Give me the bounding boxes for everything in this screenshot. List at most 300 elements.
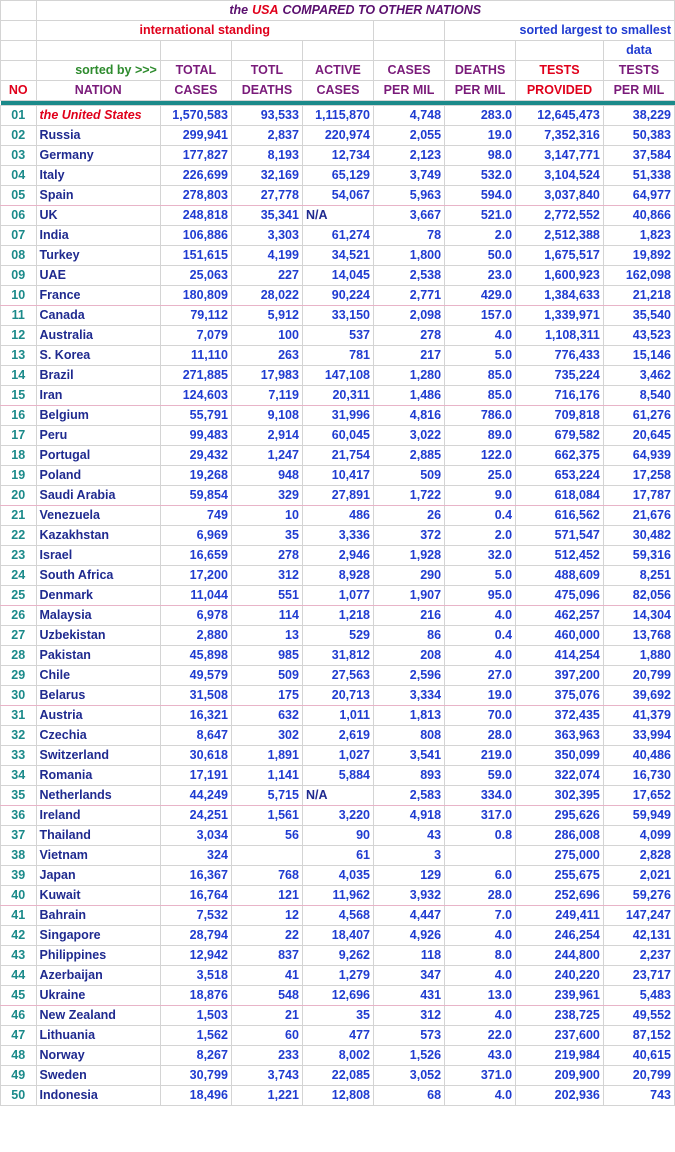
nation-cell[interactable]: Saudi Arabia bbox=[36, 486, 160, 506]
rank-cell[interactable]: 23 bbox=[1, 546, 37, 566]
tests-provided-cell[interactable]: 202,936 bbox=[516, 1086, 604, 1106]
tests-provided-cell[interactable]: 240,220 bbox=[516, 966, 604, 986]
tests-per-mil-cell[interactable]: 14,304 bbox=[603, 606, 674, 626]
cases-per-mil-cell[interactable]: 129 bbox=[374, 866, 445, 886]
tests-per-mil-cell[interactable]: 43,523 bbox=[603, 326, 674, 346]
rank-cell[interactable]: 33 bbox=[1, 746, 37, 766]
empty-cell[interactable] bbox=[374, 21, 445, 41]
nation-cell[interactable]: France bbox=[36, 286, 160, 306]
nation-cell[interactable]: Uzbekistan bbox=[36, 626, 160, 646]
tests-provided-cell[interactable]: 322,074 bbox=[516, 766, 604, 786]
tests-provided-cell[interactable]: 3,147,771 bbox=[516, 146, 604, 166]
total-deaths-cell[interactable]: 35 bbox=[231, 526, 302, 546]
active-cases-cell[interactable]: 3,336 bbox=[302, 526, 373, 546]
total-cases-cell[interactable]: 7,532 bbox=[160, 906, 231, 926]
nation-cell[interactable]: Italy bbox=[36, 166, 160, 186]
cases-per-mil-cell[interactable]: 3 bbox=[374, 846, 445, 866]
total-deaths-cell[interactable]: 985 bbox=[231, 646, 302, 666]
tests-provided-cell[interactable]: 302,395 bbox=[516, 786, 604, 806]
nation-cell[interactable]: South Africa bbox=[36, 566, 160, 586]
tests-provided-cell[interactable]: 653,224 bbox=[516, 466, 604, 486]
deaths-per-mil-cell[interactable]: 371.0 bbox=[445, 1066, 516, 1086]
nation-cell[interactable]: Malaysia bbox=[36, 606, 160, 626]
total-cases-cell[interactable]: 271,885 bbox=[160, 366, 231, 386]
deaths-per-mil-cell[interactable]: 32.0 bbox=[445, 546, 516, 566]
active-cases-cell[interactable]: 31,996 bbox=[302, 406, 373, 426]
nation-cell[interactable]: the United States bbox=[36, 106, 160, 126]
empty-cell[interactable] bbox=[1, 21, 37, 41]
rank-cell[interactable]: 14 bbox=[1, 366, 37, 386]
deaths-per-mil-cell[interactable]: 89.0 bbox=[445, 426, 516, 446]
deaths-per-mil-cell[interactable]: 157.0 bbox=[445, 306, 516, 326]
cases-per-mil-cell[interactable]: 3,541 bbox=[374, 746, 445, 766]
nation-cell[interactable]: India bbox=[36, 226, 160, 246]
deaths-per-mil-cell[interactable]: 532.0 bbox=[445, 166, 516, 186]
active-cases-cell[interactable]: 1,218 bbox=[302, 606, 373, 626]
empty-cell[interactable] bbox=[445, 41, 516, 61]
cases-per-mil-cell[interactable]: 1,486 bbox=[374, 386, 445, 406]
nation-cell[interactable]: Germany bbox=[36, 146, 160, 166]
tests-per-mil-cell[interactable]: 20,799 bbox=[603, 1066, 674, 1086]
total-deaths-cell[interactable] bbox=[231, 846, 302, 866]
total-cases-cell[interactable]: 16,321 bbox=[160, 706, 231, 726]
deaths-per-mil-cell[interactable]: 429.0 bbox=[445, 286, 516, 306]
total-cases-cell[interactable]: 749 bbox=[160, 506, 231, 526]
empty-cell[interactable] bbox=[516, 41, 604, 61]
cases-per-mil-cell[interactable]: 26 bbox=[374, 506, 445, 526]
tests-per-mil-cell[interactable]: 20,799 bbox=[603, 666, 674, 686]
nation-cell[interactable]: Bahrain bbox=[36, 906, 160, 926]
tests-per-mil-cell[interactable]: 51,338 bbox=[603, 166, 674, 186]
deaths-per-mil-cell[interactable]: 98.0 bbox=[445, 146, 516, 166]
nation-cell[interactable]: Venezuela bbox=[36, 506, 160, 526]
deaths-per-mil-cell[interactable]: 4.0 bbox=[445, 926, 516, 946]
rank-cell[interactable]: 47 bbox=[1, 1026, 37, 1046]
total-deaths-cell[interactable]: 312 bbox=[231, 566, 302, 586]
cases-per-mil-cell[interactable]: 1,813 bbox=[374, 706, 445, 726]
nation-cell[interactable]: Singapore bbox=[36, 926, 160, 946]
tests-per-mil-cell[interactable]: 39,692 bbox=[603, 686, 674, 706]
total-deaths-cell[interactable]: 121 bbox=[231, 886, 302, 906]
nation-cell[interactable]: Sweden bbox=[36, 1066, 160, 1086]
total-deaths-cell[interactable]: 35,341 bbox=[231, 206, 302, 226]
active-cases-cell[interactable]: 1,077 bbox=[302, 586, 373, 606]
total-cases-cell[interactable]: 278,803 bbox=[160, 186, 231, 206]
total-cases-cell[interactable]: 55,791 bbox=[160, 406, 231, 426]
nation-cell[interactable]: Azerbaijan bbox=[36, 966, 160, 986]
active-cases-cell[interactable]: 20,311 bbox=[302, 386, 373, 406]
active-cases-cell[interactable]: 11,962 bbox=[302, 886, 373, 906]
total-cases-cell[interactable]: 3,518 bbox=[160, 966, 231, 986]
total-cases-cell[interactable]: 3,034 bbox=[160, 826, 231, 846]
tests-provided-cell[interactable]: 252,696 bbox=[516, 886, 604, 906]
total-cases-cell[interactable]: 25,063 bbox=[160, 266, 231, 286]
nation-cell[interactable]: Thailand bbox=[36, 826, 160, 846]
tests-provided-cell[interactable]: 244,800 bbox=[516, 946, 604, 966]
tests-provided-cell[interactable]: 571,547 bbox=[516, 526, 604, 546]
total-deaths-cell[interactable]: 2,837 bbox=[231, 126, 302, 146]
tests-provided-cell[interactable]: 372,435 bbox=[516, 706, 604, 726]
rank-cell[interactable]: 28 bbox=[1, 646, 37, 666]
total-cases-cell[interactable]: 12,942 bbox=[160, 946, 231, 966]
total-cases-cell[interactable]: 106,886 bbox=[160, 226, 231, 246]
active-cases-cell[interactable]: 4,568 bbox=[302, 906, 373, 926]
tests-per-mil-cell[interactable]: 82,056 bbox=[603, 586, 674, 606]
tests-provided-cell[interactable]: 239,961 bbox=[516, 986, 604, 1006]
cases-per-mil-cell[interactable]: 216 bbox=[374, 606, 445, 626]
tests-per-mil-cell[interactable]: 59,949 bbox=[603, 806, 674, 826]
nation-cell[interactable]: Denmark bbox=[36, 586, 160, 606]
deaths-per-mil-cell[interactable]: 4.0 bbox=[445, 326, 516, 346]
cases-per-mil-cell[interactable]: 4,926 bbox=[374, 926, 445, 946]
rank-cell[interactable]: 06 bbox=[1, 206, 37, 226]
rank-cell[interactable]: 37 bbox=[1, 826, 37, 846]
tests-provided-cell[interactable]: 295,626 bbox=[516, 806, 604, 826]
tests-per-mil-cell[interactable]: 87,152 bbox=[603, 1026, 674, 1046]
total-deaths-cell[interactable]: 1,561 bbox=[231, 806, 302, 826]
deaths-per-mil-cell[interactable]: 85.0 bbox=[445, 386, 516, 406]
total-cases-cell[interactable]: 44,249 bbox=[160, 786, 231, 806]
tests-per-mil-cell[interactable]: 1,880 bbox=[603, 646, 674, 666]
deaths-per-mil-cell[interactable]: 70.0 bbox=[445, 706, 516, 726]
total-cases-cell[interactable]: 18,496 bbox=[160, 1086, 231, 1106]
total-cases-cell[interactable]: 16,659 bbox=[160, 546, 231, 566]
nation-cell[interactable]: Pakistan bbox=[36, 646, 160, 666]
cases-per-mil-cell[interactable]: 3,022 bbox=[374, 426, 445, 446]
tests-per-mil-cell[interactable]: 2,828 bbox=[603, 846, 674, 866]
active-cases-cell[interactable]: 2,946 bbox=[302, 546, 373, 566]
empty-cell[interactable] bbox=[1, 41, 37, 61]
rank-cell[interactable]: 03 bbox=[1, 146, 37, 166]
active-cases-cell[interactable]: 90,224 bbox=[302, 286, 373, 306]
tests-provided-cell[interactable]: 512,452 bbox=[516, 546, 604, 566]
cases-per-mil-cell[interactable]: 347 bbox=[374, 966, 445, 986]
deaths-per-mil-cell[interactable]: 4.0 bbox=[445, 606, 516, 626]
active-cases-cell[interactable]: 486 bbox=[302, 506, 373, 526]
cases-per-mil-cell[interactable]: 1,722 bbox=[374, 486, 445, 506]
deaths-per-mil-cell[interactable]: 2.0 bbox=[445, 226, 516, 246]
deaths-per-mil-cell[interactable]: 0.4 bbox=[445, 626, 516, 646]
tests-provided-cell[interactable]: 616,562 bbox=[516, 506, 604, 526]
rank-cell[interactable]: 24 bbox=[1, 566, 37, 586]
deaths-per-mil-cell[interactable]: 9.0 bbox=[445, 486, 516, 506]
active-cases-cell[interactable]: 10,417 bbox=[302, 466, 373, 486]
nation-cell[interactable]: Iran bbox=[36, 386, 160, 406]
total-deaths-cell[interactable]: 278 bbox=[231, 546, 302, 566]
active-cases-cell[interactable]: 22,085 bbox=[302, 1066, 373, 1086]
total-cases-cell[interactable]: 17,200 bbox=[160, 566, 231, 586]
tests-per-mil-cell[interactable]: 4,099 bbox=[603, 826, 674, 846]
rank-cell[interactable]: 01 bbox=[1, 106, 37, 126]
nation-cell[interactable]: Australia bbox=[36, 326, 160, 346]
total-deaths-cell[interactable]: 175 bbox=[231, 686, 302, 706]
active-cases-cell[interactable]: 18,407 bbox=[302, 926, 373, 946]
tests-per-mil-cell[interactable]: 5,483 bbox=[603, 986, 674, 1006]
deaths-per-mil-cell[interactable]: 22.0 bbox=[445, 1026, 516, 1046]
rank-cell[interactable]: 05 bbox=[1, 186, 37, 206]
tests-provided-cell[interactable]: 716,176 bbox=[516, 386, 604, 406]
total-cases-cell[interactable]: 16,367 bbox=[160, 866, 231, 886]
rank-cell[interactable]: 31 bbox=[1, 706, 37, 726]
rank-cell[interactable]: 42 bbox=[1, 926, 37, 946]
deaths-per-mil-cell[interactable]: 59.0 bbox=[445, 766, 516, 786]
tests-provided-cell[interactable]: 1,384,633 bbox=[516, 286, 604, 306]
rank-cell[interactable]: 29 bbox=[1, 666, 37, 686]
total-cases-cell[interactable]: 24,251 bbox=[160, 806, 231, 826]
cases-per-mil-cell[interactable]: 312 bbox=[374, 1006, 445, 1026]
total-deaths-cell[interactable]: 17,983 bbox=[231, 366, 302, 386]
total-deaths-cell[interactable]: 22 bbox=[231, 926, 302, 946]
tests-per-mil-cell[interactable]: 40,866 bbox=[603, 206, 674, 226]
nation-cell[interactable]: Japan bbox=[36, 866, 160, 886]
nation-cell[interactable]: S. Korea bbox=[36, 346, 160, 366]
cases-per-mil-cell[interactable]: 2,596 bbox=[374, 666, 445, 686]
active-cases-cell[interactable]: 12,808 bbox=[302, 1086, 373, 1106]
cases-per-mil-cell[interactable]: 78 bbox=[374, 226, 445, 246]
tests-provided-cell[interactable]: 2,512,388 bbox=[516, 226, 604, 246]
cases-per-mil-cell[interactable]: 118 bbox=[374, 946, 445, 966]
deaths-per-mil-cell[interactable]: 594.0 bbox=[445, 186, 516, 206]
total-deaths-cell[interactable]: 32,169 bbox=[231, 166, 302, 186]
tests-per-mil-cell[interactable]: 147,247 bbox=[603, 906, 674, 926]
active-cases-cell[interactable]: 477 bbox=[302, 1026, 373, 1046]
total-cases-cell[interactable]: 16,764 bbox=[160, 886, 231, 906]
tests-provided-cell[interactable]: 3,037,840 bbox=[516, 186, 604, 206]
tests-provided-cell[interactable]: 488,609 bbox=[516, 566, 604, 586]
deaths-per-mil-cell[interactable]: 50.0 bbox=[445, 246, 516, 266]
cases-per-mil-cell[interactable]: 4,816 bbox=[374, 406, 445, 426]
cases-per-mil-cell[interactable]: 3,667 bbox=[374, 206, 445, 226]
rank-cell[interactable]: 21 bbox=[1, 506, 37, 526]
active-cases-cell[interactable]: 20,713 bbox=[302, 686, 373, 706]
deaths-per-mil-cell[interactable]: 4.0 bbox=[445, 646, 516, 666]
active-cases-cell[interactable]: N/A bbox=[302, 786, 373, 806]
tests-provided-cell[interactable]: 1,339,971 bbox=[516, 306, 604, 326]
tests-per-mil-cell[interactable]: 38,229 bbox=[603, 106, 674, 126]
tests-per-mil-cell[interactable]: 61,276 bbox=[603, 406, 674, 426]
active-cases-cell[interactable]: 1,279 bbox=[302, 966, 373, 986]
cases-per-mil-cell[interactable]: 4,447 bbox=[374, 906, 445, 926]
tests-per-mil-cell[interactable]: 41,379 bbox=[603, 706, 674, 726]
total-cases-cell[interactable]: 8,267 bbox=[160, 1046, 231, 1066]
total-cases-cell[interactable]: 59,854 bbox=[160, 486, 231, 506]
total-cases-cell[interactable]: 11,110 bbox=[160, 346, 231, 366]
rank-cell[interactable]: 02 bbox=[1, 126, 37, 146]
active-cases-cell[interactable]: 61,274 bbox=[302, 226, 373, 246]
rank-cell[interactable]: 26 bbox=[1, 606, 37, 626]
total-deaths-cell[interactable]: 8,193 bbox=[231, 146, 302, 166]
active-cases-cell[interactable]: 12,734 bbox=[302, 146, 373, 166]
deaths-per-mil-cell[interactable]: 95.0 bbox=[445, 586, 516, 606]
tests-per-mil-cell[interactable]: 162,098 bbox=[603, 266, 674, 286]
total-deaths-cell[interactable]: 1,891 bbox=[231, 746, 302, 766]
active-cases-cell[interactable]: 1,011 bbox=[302, 706, 373, 726]
cases-per-mil-cell[interactable]: 2,055 bbox=[374, 126, 445, 146]
total-cases-cell[interactable]: 31,508 bbox=[160, 686, 231, 706]
active-cases-cell[interactable]: 14,045 bbox=[302, 266, 373, 286]
nation-cell[interactable]: New Zealand bbox=[36, 1006, 160, 1026]
deaths-per-mil-cell[interactable]: 0.8 bbox=[445, 826, 516, 846]
nation-cell[interactable]: Belarus bbox=[36, 686, 160, 706]
nation-cell[interactable]: Vietnam bbox=[36, 846, 160, 866]
tests-provided-cell[interactable]: 7,352,316 bbox=[516, 126, 604, 146]
deaths-per-mil-cell[interactable]: 219.0 bbox=[445, 746, 516, 766]
nation-cell[interactable]: Brazil bbox=[36, 366, 160, 386]
deaths-per-mil-cell[interactable]: 521.0 bbox=[445, 206, 516, 226]
tests-per-mil-cell[interactable]: 50,383 bbox=[603, 126, 674, 146]
tests-per-mil-cell[interactable]: 17,787 bbox=[603, 486, 674, 506]
tests-provided-cell[interactable]: 662,375 bbox=[516, 446, 604, 466]
total-cases-cell[interactable]: 11,044 bbox=[160, 586, 231, 606]
total-deaths-cell[interactable]: 13 bbox=[231, 626, 302, 646]
nation-cell[interactable]: UK bbox=[36, 206, 160, 226]
nation-cell[interactable]: UAE bbox=[36, 266, 160, 286]
active-cases-cell[interactable]: 3,220 bbox=[302, 806, 373, 826]
deaths-per-mil-cell[interactable]: 8.0 bbox=[445, 946, 516, 966]
rank-cell[interactable]: 16 bbox=[1, 406, 37, 426]
total-cases-cell[interactable]: 79,112 bbox=[160, 306, 231, 326]
nation-cell[interactable]: Romania bbox=[36, 766, 160, 786]
tests-provided-cell[interactable]: 255,675 bbox=[516, 866, 604, 886]
deaths-per-mil-cell[interactable]: 13.0 bbox=[445, 986, 516, 1006]
total-cases-cell[interactable]: 6,969 bbox=[160, 526, 231, 546]
cases-per-mil-cell[interactable]: 893 bbox=[374, 766, 445, 786]
cases-per-mil-cell[interactable]: 3,932 bbox=[374, 886, 445, 906]
active-cases-cell[interactable]: 21,754 bbox=[302, 446, 373, 466]
total-deaths-cell[interactable]: 632 bbox=[231, 706, 302, 726]
tests-per-mil-cell[interactable]: 49,552 bbox=[603, 1006, 674, 1026]
total-cases-cell[interactable]: 1,503 bbox=[160, 1006, 231, 1026]
rank-cell[interactable]: 38 bbox=[1, 846, 37, 866]
active-cases-cell[interactable]: 1,027 bbox=[302, 746, 373, 766]
cases-per-mil-cell[interactable]: 2,098 bbox=[374, 306, 445, 326]
cases-per-mil-cell[interactable]: 509 bbox=[374, 466, 445, 486]
tests-provided-cell[interactable]: 679,582 bbox=[516, 426, 604, 446]
total-cases-cell[interactable]: 6,978 bbox=[160, 606, 231, 626]
tests-provided-cell[interactable]: 275,000 bbox=[516, 846, 604, 866]
tests-per-mil-cell[interactable]: 16,730 bbox=[603, 766, 674, 786]
rank-cell[interactable]: 34 bbox=[1, 766, 37, 786]
nation-cell[interactable]: Switzerland bbox=[36, 746, 160, 766]
rank-cell[interactable]: 04 bbox=[1, 166, 37, 186]
cases-per-mil-cell[interactable]: 1,928 bbox=[374, 546, 445, 566]
nation-cell[interactable]: Netherlands bbox=[36, 786, 160, 806]
tests-provided-cell[interactable]: 246,254 bbox=[516, 926, 604, 946]
rank-cell[interactable]: 25 bbox=[1, 586, 37, 606]
cases-per-mil-cell[interactable]: 431 bbox=[374, 986, 445, 1006]
cases-per-mil-cell[interactable]: 1,907 bbox=[374, 586, 445, 606]
tests-provided-cell[interactable]: 414,254 bbox=[516, 646, 604, 666]
rank-cell[interactable]: 13 bbox=[1, 346, 37, 366]
tests-per-mil-cell[interactable]: 8,251 bbox=[603, 566, 674, 586]
deaths-per-mil-cell[interactable]: 2.0 bbox=[445, 526, 516, 546]
active-cases-cell[interactable]: 537 bbox=[302, 326, 373, 346]
cases-per-mil-cell[interactable]: 2,538 bbox=[374, 266, 445, 286]
tests-per-mil-cell[interactable]: 33,994 bbox=[603, 726, 674, 746]
nation-cell[interactable]: Chile bbox=[36, 666, 160, 686]
tests-per-mil-cell[interactable]: 17,258 bbox=[603, 466, 674, 486]
rank-cell[interactable]: 36 bbox=[1, 806, 37, 826]
deaths-per-mil-cell[interactable]: 0.4 bbox=[445, 506, 516, 526]
tests-provided-cell[interactable]: 618,084 bbox=[516, 486, 604, 506]
total-cases-cell[interactable]: 299,941 bbox=[160, 126, 231, 146]
deaths-per-mil-cell[interactable]: 6.0 bbox=[445, 866, 516, 886]
total-deaths-cell[interactable]: 9,108 bbox=[231, 406, 302, 426]
cases-per-mil-cell[interactable]: 4,918 bbox=[374, 806, 445, 826]
deaths-per-mil-cell[interactable]: 317.0 bbox=[445, 806, 516, 826]
nation-cell[interactable]: Peru bbox=[36, 426, 160, 446]
rank-cell[interactable]: 35 bbox=[1, 786, 37, 806]
total-deaths-cell[interactable]: 1,221 bbox=[231, 1086, 302, 1106]
rank-cell[interactable]: 17 bbox=[1, 426, 37, 446]
active-cases-cell[interactable]: 35 bbox=[302, 1006, 373, 1026]
cases-per-mil-cell[interactable]: 1,800 bbox=[374, 246, 445, 266]
active-cases-cell[interactable]: 31,812 bbox=[302, 646, 373, 666]
tests-per-mil-cell[interactable]: 13,768 bbox=[603, 626, 674, 646]
rank-cell[interactable]: 20 bbox=[1, 486, 37, 506]
deaths-per-mil-cell[interactable]: 786.0 bbox=[445, 406, 516, 426]
rank-cell[interactable]: 08 bbox=[1, 246, 37, 266]
rank-cell[interactable]: 45 bbox=[1, 986, 37, 1006]
active-cases-cell[interactable]: 65,129 bbox=[302, 166, 373, 186]
deaths-per-mil-cell[interactable]: 23.0 bbox=[445, 266, 516, 286]
active-cases-cell[interactable]: 1,115,870 bbox=[302, 106, 373, 126]
total-deaths-cell[interactable]: 12 bbox=[231, 906, 302, 926]
cases-per-mil-cell[interactable]: 5,963 bbox=[374, 186, 445, 206]
tests-provided-cell[interactable]: 249,411 bbox=[516, 906, 604, 926]
empty-cell[interactable] bbox=[302, 41, 373, 61]
tests-per-mil-cell[interactable]: 21,218 bbox=[603, 286, 674, 306]
nation-cell[interactable]: Israel bbox=[36, 546, 160, 566]
nation-cell[interactable]: Lithuania bbox=[36, 1026, 160, 1046]
tests-per-mil-cell[interactable]: 8,540 bbox=[603, 386, 674, 406]
nation-cell[interactable]: Spain bbox=[36, 186, 160, 206]
tests-provided-cell[interactable]: 238,725 bbox=[516, 1006, 604, 1026]
rank-cell[interactable]: 15 bbox=[1, 386, 37, 406]
active-cases-cell[interactable]: 90 bbox=[302, 826, 373, 846]
tests-provided-cell[interactable]: 709,818 bbox=[516, 406, 604, 426]
deaths-per-mil-cell[interactable]: 27.0 bbox=[445, 666, 516, 686]
total-cases-cell[interactable]: 151,615 bbox=[160, 246, 231, 266]
tests-provided-cell[interactable]: 350,099 bbox=[516, 746, 604, 766]
total-cases-cell[interactable]: 29,432 bbox=[160, 446, 231, 466]
cases-per-mil-cell[interactable]: 2,123 bbox=[374, 146, 445, 166]
total-deaths-cell[interactable]: 948 bbox=[231, 466, 302, 486]
tests-per-mil-cell[interactable]: 19,892 bbox=[603, 246, 674, 266]
rank-cell[interactable]: 41 bbox=[1, 906, 37, 926]
total-deaths-cell[interactable]: 329 bbox=[231, 486, 302, 506]
total-deaths-cell[interactable]: 28,022 bbox=[231, 286, 302, 306]
active-cases-cell[interactable]: 27,891 bbox=[302, 486, 373, 506]
active-cases-cell[interactable]: 529 bbox=[302, 626, 373, 646]
nation-cell[interactable]: Austria bbox=[36, 706, 160, 726]
cases-per-mil-cell[interactable]: 1,526 bbox=[374, 1046, 445, 1066]
tests-provided-cell[interactable]: 219,984 bbox=[516, 1046, 604, 1066]
deaths-per-mil-cell[interactable]: 28.0 bbox=[445, 726, 516, 746]
total-cases-cell[interactable]: 226,699 bbox=[160, 166, 231, 186]
tests-per-mil-cell[interactable]: 20,645 bbox=[603, 426, 674, 446]
deaths-per-mil-cell[interactable]: 19.0 bbox=[445, 126, 516, 146]
total-deaths-cell[interactable]: 21 bbox=[231, 1006, 302, 1026]
total-cases-cell[interactable]: 18,876 bbox=[160, 986, 231, 1006]
total-deaths-cell[interactable]: 7,119 bbox=[231, 386, 302, 406]
total-deaths-cell[interactable]: 227 bbox=[231, 266, 302, 286]
total-deaths-cell[interactable]: 114 bbox=[231, 606, 302, 626]
rank-cell[interactable]: 32 bbox=[1, 726, 37, 746]
cases-per-mil-cell[interactable]: 2,583 bbox=[374, 786, 445, 806]
rank-cell[interactable]: 11 bbox=[1, 306, 37, 326]
rank-cell[interactable]: 46 bbox=[1, 1006, 37, 1026]
